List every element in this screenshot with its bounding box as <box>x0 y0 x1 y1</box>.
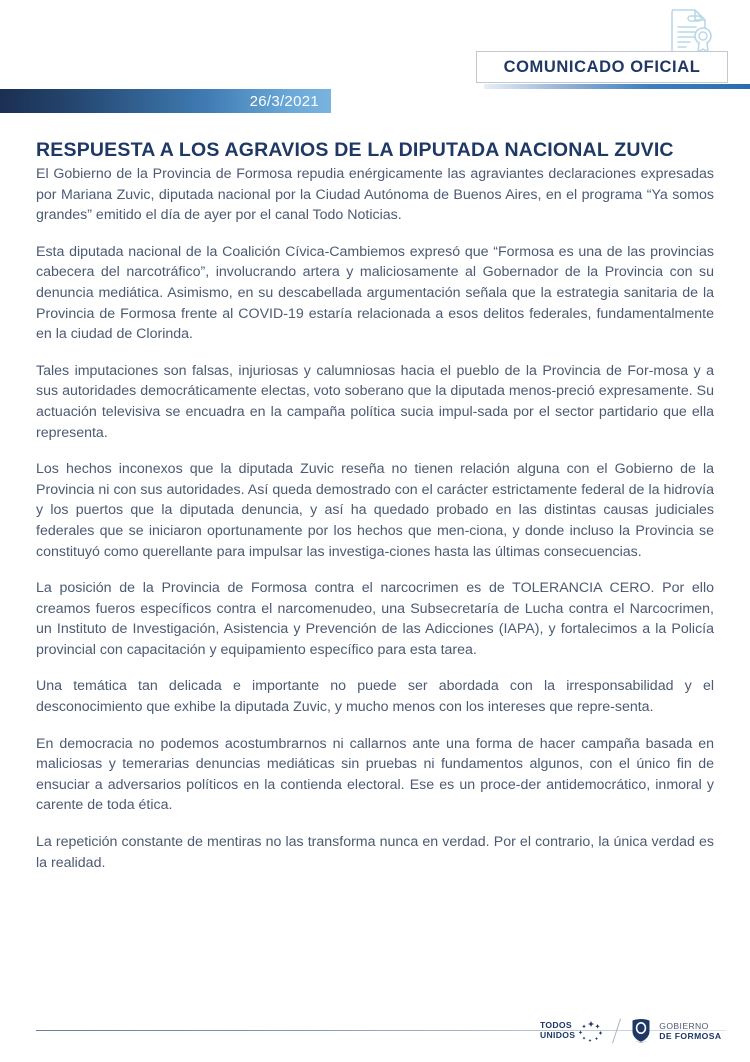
publication-date: 26/3/2021 <box>249 92 319 110</box>
logo-separator <box>612 1018 621 1043</box>
paragraph: Una temática tan delicada e importante no puede ser abordada con la irresponsabilidad y el desconocimiento que exhibe la diputada Zuvic, y mucho menos con los intereses que repre-senta. <box>36 678 714 716</box>
todos-unidos-logo <box>540 1020 604 1042</box>
document-body <box>36 164 714 873</box>
todos-unidos-line2: UNIDOS <box>540 1030 576 1040</box>
page-title: RESPUESTA A LOS AGRAVIOS DE LA DIPUTADA NACIONAL ZUVIC <box>36 139 674 162</box>
paragraph: La posición de la Provincia de Formosa contra el narcocrimen es de TOLERANCIA CERO. Por ello creamos fueros específicos contra el narcomenudeo, una Subsecretaría de Lucha contra el Narcocrimen, un Instituto de Investigación, Asistencia y Prevención de las Adicciones (IAPA), y fortalecimos a la Policía provincial con capacitación y equipamiento específico para esta tarea. <box>36 580 714 658</box>
paragraph: En democracia no podemos acostumbrarnos ni callarnos ante una forma de hacer campaña basada en maliciosas y temerarias denuncias mediáticas sin pruebas ni fundamentos algunos, con el único fin de ensuciar a adversarios políticos en la contienda electoral. Ese es un proce-der antidemocrático, inmoral y carente de toda ética. <box>36 735 714 814</box>
gobierno-line2: DE FORMOSA <box>659 1031 722 1041</box>
paragraph: La repetición constante de mentiras no las transforma nunca en verdad. Por el contrario, la única verdad es la realidad. <box>36 834 714 871</box>
todos-unidos-line1: TODOS <box>540 1020 572 1031</box>
date-banner <box>0 89 331 113</box>
stars-constellation-icon <box>578 1020 604 1042</box>
comunicado-oficial-badge <box>476 51 728 83</box>
badge-gradient-underline <box>484 84 750 89</box>
paragraph: El Gobierno de la Provincia de Formosa repudia enérgicamente las agraviantes declaraciones expresadas por Mariana Zuvic, diputada nacional por la Ciudad Autónoma de Buenos Aires, en el programa “Ya somos grandes” emitido el día de ayer por el canal Todo Noticias. <box>36 166 714 224</box>
paragraph: Tales imputaciones son falsas, injuriosas y calumniosas hacia el pueblo de la Provincia de For-mosa y a sus autoridades democráticamente electas, voto soberano que la diputada menos-preció expresamente. Su actuación televisiva se encuadra en la campaña política sucia impul-sada por el sector partidario que ella representa. <box>36 362 714 441</box>
provincial-shield-icon <box>629 1018 653 1044</box>
paragraph: Esta diputada nacional de la Coalición Cívica-Cambiemos expresó que “Formosa es una de las provincias cabecera del narcotráfico”, involucrando artera y maliciosamente al Gobernador de la Provincia con su denuncia mediática. Asimismo, en su descabellada argumentación señala que la estrategia sanitaria de la Provincia de Formosa frente al COVID-19 estaría relacionada a esos delitos federales, fundamentalmente en la ciudad de Clorinda. <box>36 243 714 343</box>
document-header <box>0 0 750 88</box>
comunicado-oficial-label: COMUNICADO OFICIAL <box>503 57 701 76</box>
gobierno-de-formosa-logo <box>629 1018 721 1044</box>
gobierno-line1: GOBIERNO <box>659 1021 709 1031</box>
footer-logos <box>540 1012 730 1050</box>
paragraph: Los hechos inconexos que la diputada Zuvic reseña no tienen relación alguna con el Gobierno de la Provincia ni con sus autoridades. Así queda demostrado con el carácter estrictamente federal de la hidrovía y los puertos que la diputada denuncia, y así ha quedado probado en las distintas causas judiciales federales que se iniciaron oportunamente por los hechos que men-ciona, y donde incluso la Provincia se constituyó como querellante para impulsar las investiga-ciones hasta las últimas consecuencias. <box>36 461 714 560</box>
